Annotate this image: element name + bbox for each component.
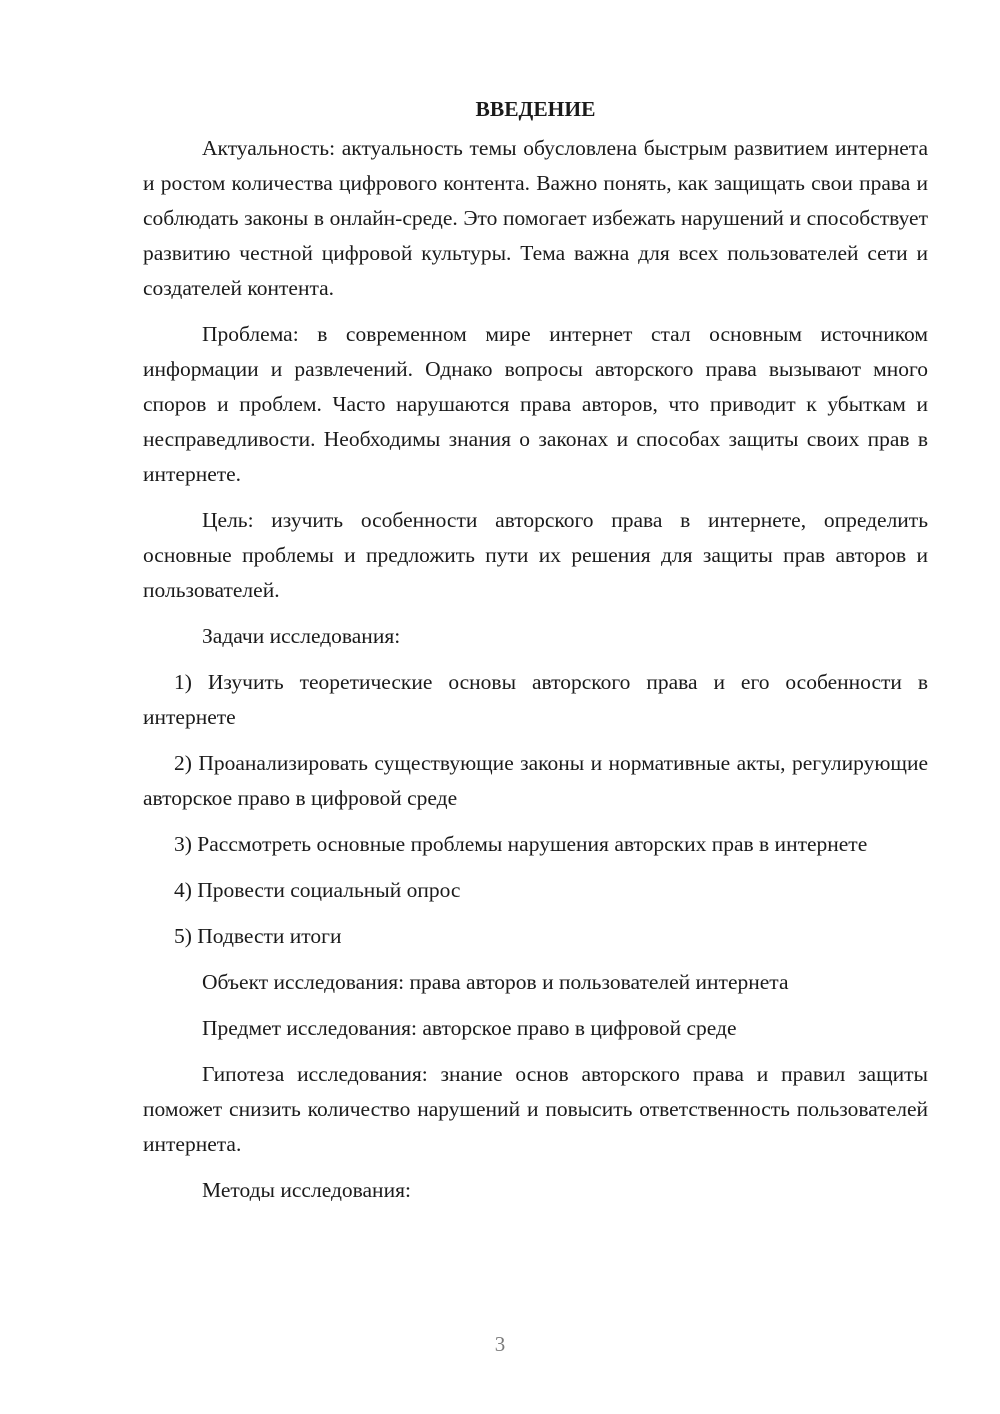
- task-item: 2) Проанализировать существующие законы и нормативные акты, регулирующие авторское право в цифровой среде: [143, 751, 928, 810]
- hypothesis-paragraph: Гипотеза исследования: знание основ авторского права и правил защиты поможет снизить количество нарушений и повысить ответственность пользователей интернета.: [143, 1062, 928, 1156]
- relevance-paragraph: Актуальность: актуальность темы обусловлена быстрым развитием интернета и ростом количества цифрового контента. Важно понять, как защищать свои права и соблюдать законы в онлайн-среде. Это помогает избежать нарушений и способствует развитию честной цифровой культуры. Тема важна для всех пользователей сети и создателей контента.: [143, 136, 928, 300]
- object-paragraph: Объект исследования: права авторов и пользователей интернета: [202, 970, 789, 994]
- task-item: 4) Провести социальный опрос: [174, 878, 461, 902]
- subject-paragraph: Предмет исследования: авторское право в цифровой среде: [202, 1016, 737, 1040]
- page-number: 3: [494, 1332, 506, 1356]
- document-page: [143, 92, 928, 1219]
- methods-heading: Методы исследования:: [202, 1178, 411, 1202]
- task-item: 3) Рассмотреть основные проблемы нарушения авторских прав в интернете: [174, 832, 868, 856]
- task-item: 5) Подвести итоги: [174, 924, 342, 948]
- goal-paragraph: Цель: изучить особенности авторского права в интернете, определить основные проблемы и предложить пути их решения для защиты прав авторов и пользователей.: [143, 508, 928, 602]
- problem-paragraph: Проблема: в современном мире интернет стал основным источником информации и развлечений. Однако вопросы авторского права вызывают много споров и проблем. Часто нарушаются права авторов, что приводит к убыткам и несправедливости. Необходимы знания о законах и способах защиты своих прав в интернете.: [143, 322, 928, 486]
- page-title: ВВЕДЕНИЕ: [475, 97, 596, 121]
- task-item: 1) Изучить теоретические основы авторского права и его особенности в интернете: [143, 670, 928, 729]
- tasks-heading: Задачи исследования:: [202, 624, 401, 648]
